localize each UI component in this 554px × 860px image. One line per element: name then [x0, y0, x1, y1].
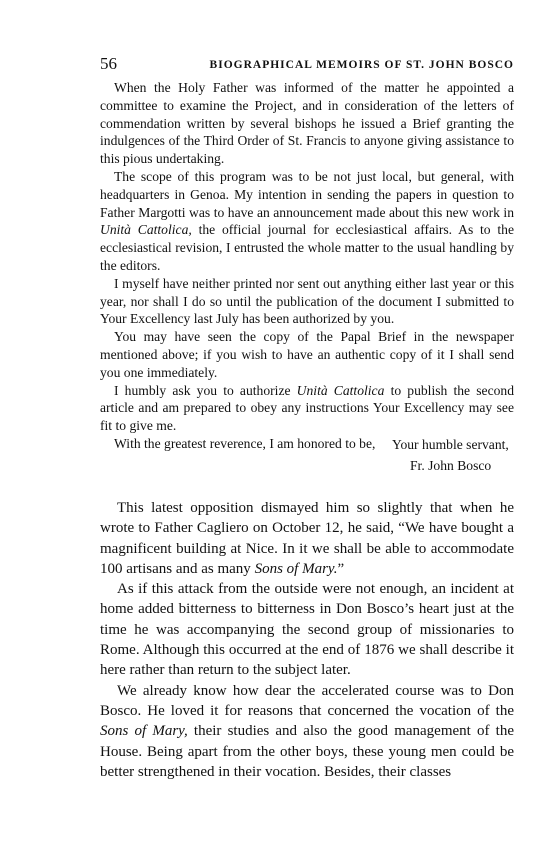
italic-title: Sons of Mary.: [254, 560, 338, 577]
letter-signoff: [100, 434, 514, 476]
text-run: I myself have neither printed nor sent out anything either last year or this year, nor shall I do so until the publication of the document I submitted to Your Excellency last July has been authorized by you.: [100, 275, 514, 327]
paragraph: [100, 498, 514, 579]
page-header: [100, 54, 514, 74]
text-run: As if this attack from the outside were not enough, an incident at home added bitterness to bitterness in Don Bosco’s heart just at the time he was accompanying the second group of missionaries to Rome. Although this occurred at the end of 1876 we shall describe it here rather than return to the subject later.: [100, 581, 514, 679]
paragraph: [100, 579, 514, 680]
text-run: The scope of this program was to be not just local, but general, with headquarters in Genoa. My intention in sending the papers in question to Father Margotti was to have an announcement made about this new work in: [100, 168, 514, 220]
paragraph: [100, 328, 514, 381]
text-run: With the greatest reverence, I am honored to be,: [114, 435, 376, 451]
text-run: to publish the second article and am prepared to obey any instructions Your Excellency may see fit to give me.: [100, 382, 514, 434]
narrative-text: [100, 498, 514, 782]
paragraph: [100, 79, 514, 168]
text-run: their studies and also the good management of the House. Being apart from the other boys, these young men could be better strengthened in their vocation. Besides, their classes: [100, 723, 514, 780]
italic-title: Unità Cattolica,: [100, 222, 192, 238]
paragraph: [100, 382, 514, 435]
text-run: You may have seen the copy of the Papal Brief in the newspaper mentioned above; if you wish to have an authentic copy of it I shall send you one immediately.: [100, 329, 514, 380]
paragraph: [100, 275, 514, 328]
text-run: This latest opposition dismayed him so slightly that when he wrote to Father Cagliero on October 12, he said, “We have bought a magnificent building at Nice. In it we shall be able to accommodate 100 artisans and as many: [100, 500, 514, 577]
paragraph: [100, 681, 514, 782]
page-number: 56: [100, 54, 117, 73]
closing-line: Your humble servant,: [392, 437, 509, 452]
italic-title: Unità Cattolica: [296, 382, 385, 398]
italic-title: Sons of Mary,: [100, 723, 188, 740]
text-run: ”: [337, 560, 345, 577]
running-head: BIOGRAPHICAL MEMOIRS OF ST. JOHN BOSCO: [209, 59, 514, 71]
text-run: I humbly ask you to authorize: [114, 382, 297, 398]
letter-text: [100, 79, 514, 453]
text-run: When the Holy Father was informed of the matter he appointed a committee to examine the Project, and in consideration of the letters of commendation written by several bishops he issued a Brief granting the indulgences of the Third Order of St. Francis to anyone giving assistance to this pious undertaking.: [100, 80, 514, 167]
text-run: the official journal for ecclesiastical affairs. As to the ecclesiastical revision, I entrusted the whole matter to the usual handling by the editors.: [100, 222, 515, 273]
signature: Fr. John Bosco: [410, 458, 492, 473]
paragraph: [100, 168, 514, 275]
text-run: We already know how dear the accelerated course was to Don Bosco. He loved it for reasons that concerned the vocation of the: [100, 682, 514, 719]
